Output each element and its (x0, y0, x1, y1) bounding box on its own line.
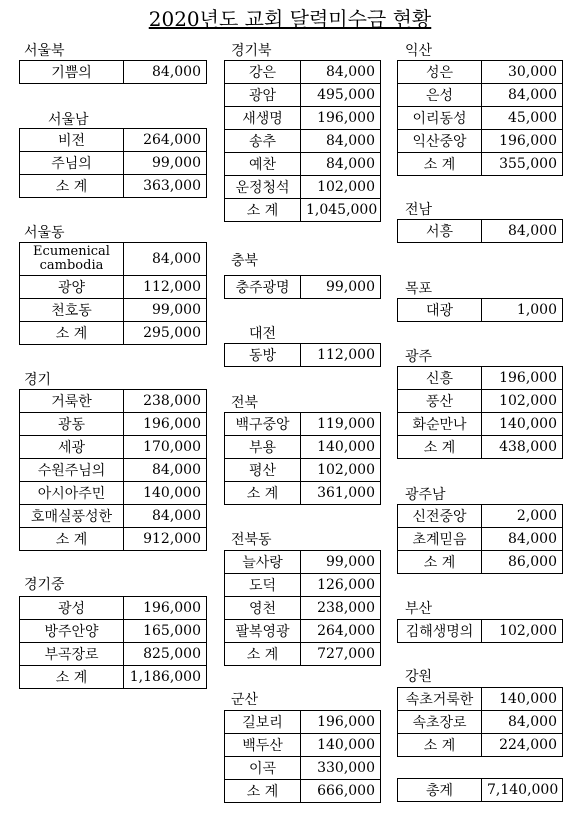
table-row: 신전중앙 2,000 (398, 505, 563, 528)
table-row: 서흥 84,000 (398, 220, 563, 243)
table-row: 백구중앙 119,000 (225, 413, 381, 436)
region-label: 서울북 (24, 43, 65, 59)
grand-total-value: 7,140,000 (482, 779, 563, 802)
region-table (19, 242, 207, 345)
region-label: 전북동 (231, 532, 272, 548)
table-row: 소 계 86,000 (398, 551, 563, 574)
table-row: 부용 140,000 (225, 436, 381, 459)
region-label: 익산 (405, 43, 433, 59)
table-row: 소 계 355,000 (398, 153, 563, 176)
table-row: 동방 112,000 (225, 344, 381, 367)
table-row: 은성 84,000 (398, 84, 563, 107)
grand-total-label: 총계 (398, 779, 482, 802)
region-table (224, 710, 381, 803)
region-table (224, 343, 381, 367)
region-label: 군산 (231, 692, 259, 708)
region-table (397, 366, 563, 459)
region-label: 경기중 (24, 577, 65, 593)
table-row: 대광 1,000 (398, 299, 563, 322)
table-row: 김해생명의 102,000 (398, 620, 563, 643)
table-row: 예찬 84,000 (225, 153, 381, 176)
region-table (224, 412, 381, 505)
table-row: 소 계 224,000 (398, 734, 563, 757)
table-row: 운정청석 102,000 (225, 176, 381, 199)
region-table (397, 504, 563, 574)
table-row: 화순만나 140,000 (398, 413, 563, 436)
region-table (19, 596, 207, 689)
table-row: 풍산 102,000 (398, 390, 563, 413)
region-table (19, 60, 207, 84)
table-row: 천호동 99,000 (20, 299, 207, 322)
table-row: 수원주님의 84,000 (20, 459, 207, 482)
table-row: 속초장로 84,000 (398, 711, 563, 734)
table-row: 세광 170,000 (20, 436, 207, 459)
region-label: 전북 (231, 395, 259, 411)
region-label: 목포 (405, 281, 433, 297)
region-table (19, 128, 207, 198)
table-row: 팔복영광 264,000 (225, 620, 381, 643)
table-row: 소 계 295,000 (20, 322, 207, 345)
table-row: 새생명 196,000 (225, 107, 381, 130)
region-label: 광주 (405, 349, 433, 365)
region-table (224, 550, 381, 666)
grand-total-table (397, 778, 563, 802)
region-table (397, 219, 563, 243)
region-label: 서울남 (48, 112, 89, 128)
table-row: 송추 84,000 (225, 130, 381, 153)
table-row: 강은 84,000 (225, 61, 381, 84)
region-table (224, 275, 381, 299)
table-row: 속초거룩한 140,000 (398, 688, 563, 711)
region-table (397, 687, 563, 757)
table-row: 광성 196,000 (20, 597, 207, 620)
table-row: 신흥 196,000 (398, 367, 563, 390)
region-label: 광주남 (405, 487, 446, 503)
table-row: 늘사랑 99,000 (225, 551, 381, 574)
table-row: 광동 196,000 (20, 413, 207, 436)
region-label: 대전 (249, 326, 277, 342)
table-row: 익산중앙 196,000 (398, 130, 563, 153)
region-label: 경기북 (231, 43, 272, 59)
table-row: 충주광명 99,000 (225, 276, 381, 299)
table-row: 초계믿음 84,000 (398, 528, 563, 551)
table-row: 이곡 330,000 (225, 757, 381, 780)
table-row: 길보리 196,000 (225, 711, 381, 734)
region-table (397, 60, 563, 176)
table-row: Ecumenical cambodia 84,000 (20, 243, 207, 276)
region-label: 충북 (231, 253, 259, 269)
table-row: 도덕 126,000 (225, 574, 381, 597)
page-title: 2020년도 교회 달력미수금 현황 (148, 7, 432, 31)
table-row: 주님의 99,000 (20, 152, 207, 175)
table-row: 부곡장로 825,000 (20, 643, 207, 666)
table-row: 광암 495,000 (225, 84, 381, 107)
table-row: 아시아주민 140,000 (20, 482, 207, 505)
table-row: 소 계 1,045,000 (225, 199, 381, 222)
table-row: 거룩한 238,000 (20, 390, 207, 413)
region-table (397, 298, 563, 322)
region-label: 강원 (405, 669, 433, 685)
table-row: 성은 30,000 (398, 61, 563, 84)
region-table (397, 619, 563, 643)
table-row: 영천 238,000 (225, 597, 381, 620)
table-row: 광양 112,000 (20, 276, 207, 299)
region-table (19, 389, 207, 551)
table-row: 소 계 727,000 (225, 643, 381, 666)
region-table (224, 60, 381, 222)
table-row: 백두산 140,000 (225, 734, 381, 757)
table-row (398, 779, 563, 802)
table-row: 소 계 361,000 (225, 482, 381, 505)
region-label: 경기 (24, 372, 52, 388)
table-row: 소 계 666,000 (225, 780, 381, 803)
table-row: 비전 264,000 (20, 129, 207, 152)
table-row: 소 계 1,186,000 (20, 666, 207, 689)
table-row: 소 계 438,000 (398, 436, 563, 459)
table-row: 방주안양 165,000 (20, 620, 207, 643)
table-row: 평산 102,000 (225, 459, 381, 482)
region-label: 전남 (405, 202, 433, 218)
table-row: 이리동성 45,000 (398, 107, 563, 130)
region-label: 부산 (405, 601, 433, 617)
table-row: 소 계 363,000 (20, 175, 207, 198)
table-row: 소 계 912,000 (20, 528, 207, 551)
table-row: 기쁨의 84,000 (20, 61, 207, 84)
region-label: 서울동 (24, 225, 65, 241)
table-row: 호매실풍성한 84,000 (20, 505, 207, 528)
